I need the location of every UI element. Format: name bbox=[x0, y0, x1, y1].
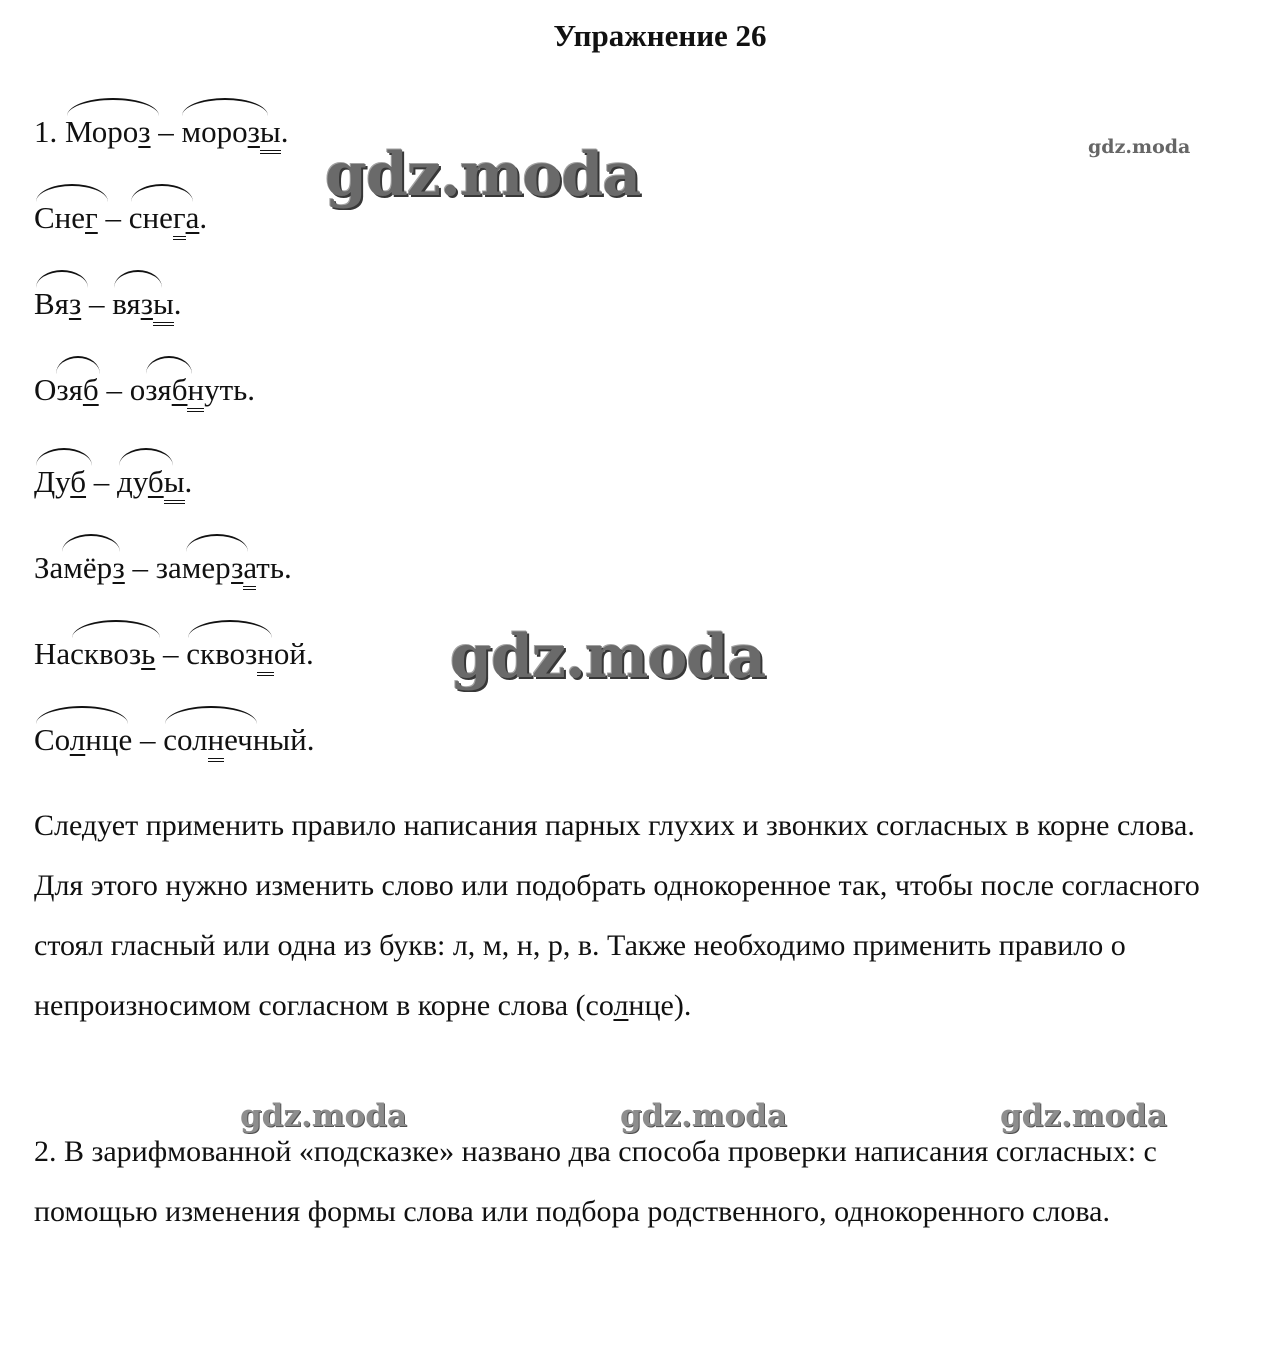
page-title: Упражнение 26 bbox=[553, 18, 767, 53]
watermark: gdz.moda bbox=[1000, 1098, 1167, 1134]
word-pair-sneg: Снег – снега. bbox=[34, 198, 207, 238]
word-a: Солнце bbox=[34, 720, 132, 760]
word-a: Дуб bbox=[34, 462, 86, 502]
item-number: 1. bbox=[34, 114, 65, 149]
watermark: gdz.moda bbox=[325, 140, 641, 210]
word-pair-solnce: Солнце – солнечный. bbox=[34, 720, 314, 760]
word-b: сквозной bbox=[186, 634, 306, 674]
word-a: Замёрз bbox=[34, 548, 125, 588]
word-pair-naskvoz: Насквозь – сквозной. bbox=[34, 634, 314, 674]
rule-explanation: Следует применить правило написания парных глухих и звонких согласных в корне слова. Для этого нужно изменить слово или подобрать однокоренное так, чтобы после согласного стоял гласный или одна из букв: л, м, н, р, в. Также необходимо применить правило о непроизносимом согласном в корне слова (солнце). bbox=[34, 809, 1200, 1022]
answer-2: 2. В зарифмованной «подсказке» названо два способа проверки написания согласных: с помощью изменения формы слова или подбора родственного, однокоренного слова. bbox=[34, 1135, 1157, 1228]
word-pair-dub: Дуб – дубы. bbox=[34, 462, 192, 502]
word-b: замерзать bbox=[156, 548, 284, 588]
word-a: Озяб bbox=[34, 370, 99, 410]
word-a: Вяз bbox=[34, 284, 81, 324]
word-b: озябнуть bbox=[130, 370, 248, 410]
watermark: gdz.moda bbox=[240, 1098, 407, 1134]
word-pair-moroz: 1. Мороз – морозы. bbox=[34, 112, 289, 152]
watermark: gdz.moda bbox=[1088, 136, 1191, 158]
word-a: Снег bbox=[34, 198, 98, 238]
word-a: Мороз bbox=[65, 112, 151, 152]
word-a: Насквозь bbox=[34, 634, 155, 674]
word-b: морозы bbox=[182, 112, 281, 152]
word-b: снега bbox=[129, 198, 200, 238]
watermark: gdz.moda bbox=[620, 1098, 787, 1134]
watermark: gdz.moda bbox=[450, 622, 766, 692]
word-b: солнечный bbox=[163, 720, 307, 760]
word-pair-zamerz: Замёрз – замерзать. bbox=[34, 548, 292, 588]
word-pair-ozyab: Озяб – озябнуть. bbox=[34, 370, 255, 410]
word-b: дубы bbox=[117, 462, 184, 502]
word-pair-vyaz: Вяз – вязы. bbox=[34, 284, 182, 324]
word-b: вязы bbox=[112, 284, 174, 324]
